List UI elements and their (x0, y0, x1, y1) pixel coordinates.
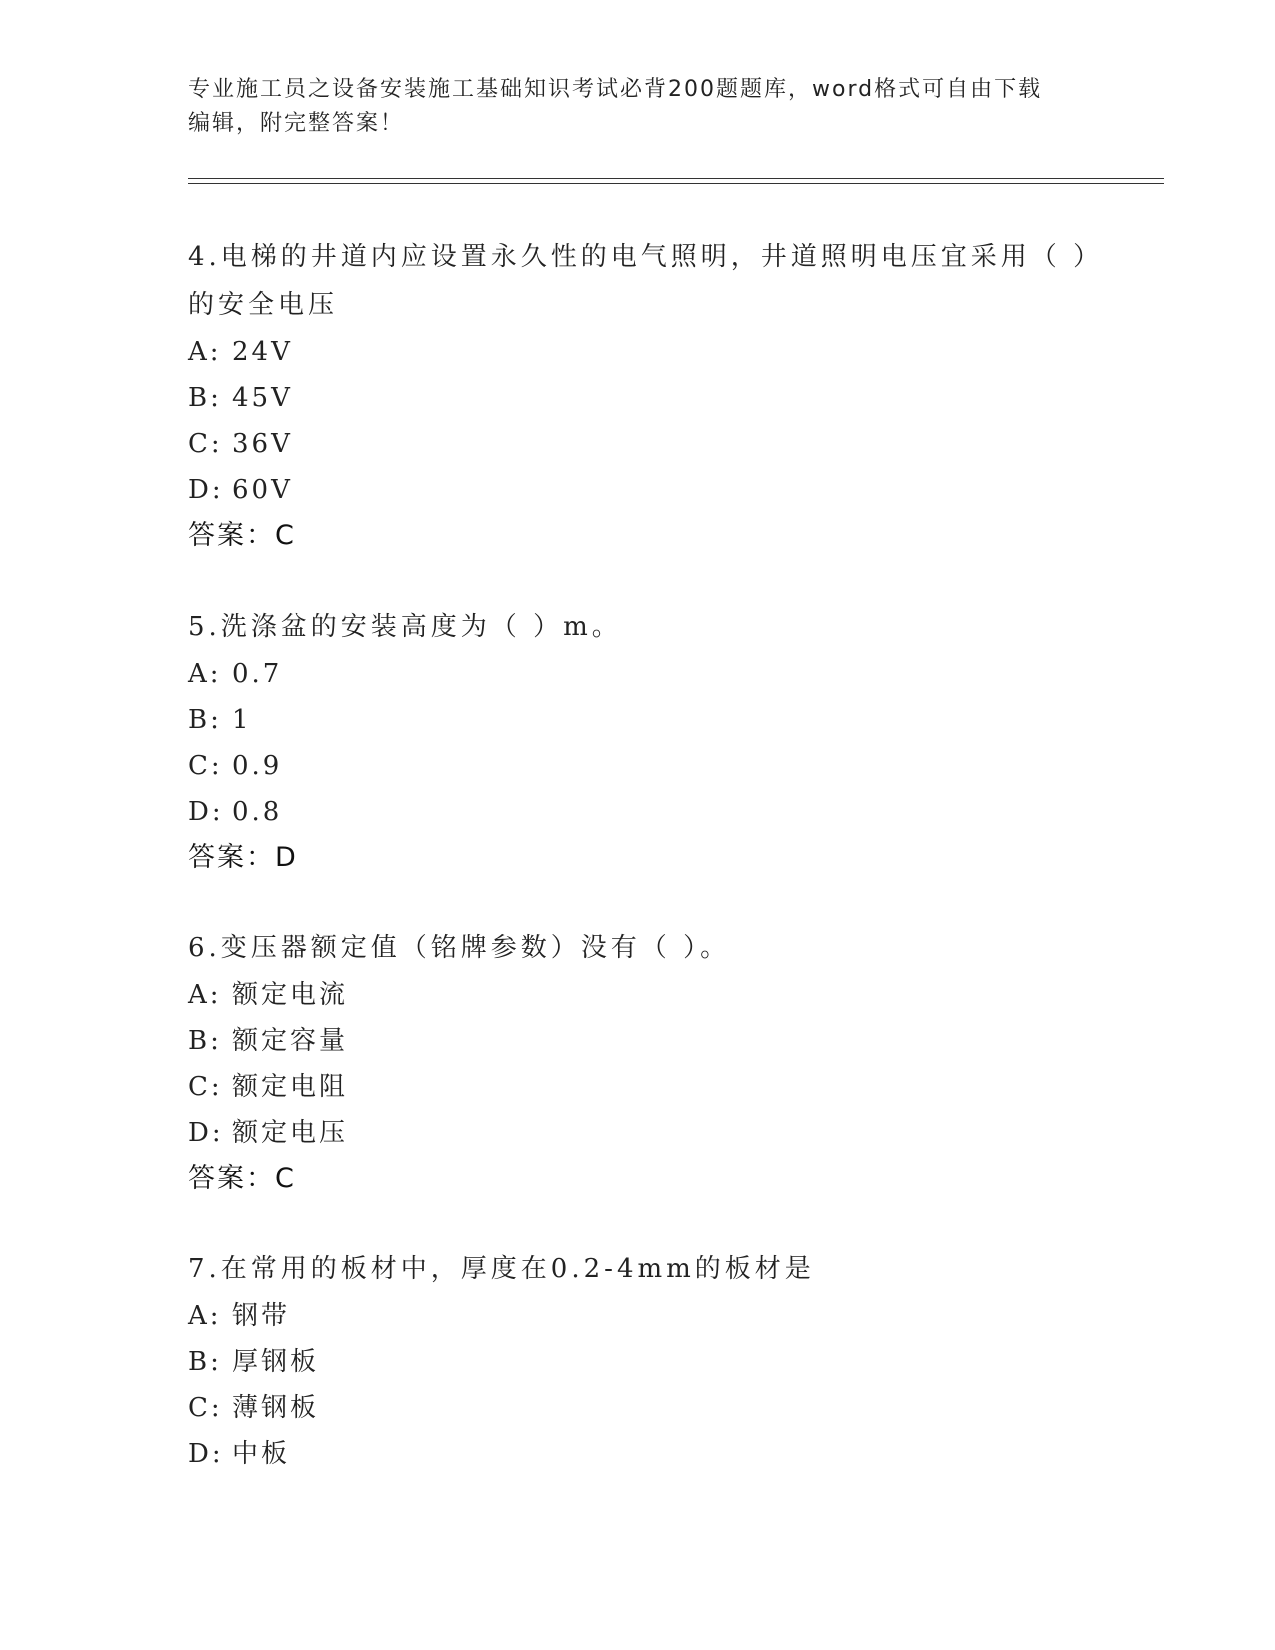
question-6 (188, 924, 1108, 1202)
option-text: 45V (232, 383, 293, 413)
option-letter: C: (188, 1072, 223, 1102)
option-letter: B: (188, 1347, 222, 1377)
option-letter: D: (188, 1118, 224, 1148)
header-divider-bottom (188, 183, 1164, 184)
header-divider-top (188, 178, 1164, 179)
option-c (188, 421, 1108, 467)
question-text-line-1: 5.洗涤盆的安装高度为（ ）m。 (188, 612, 622, 642)
option-d (188, 467, 1108, 513)
option-letter: B: (188, 1026, 222, 1056)
header-title-line-2: 编辑，附完整答案！ (188, 111, 405, 136)
option-b (188, 375, 1108, 421)
option-d (188, 789, 1108, 835)
option-a (188, 972, 1108, 1018)
option-letter: D: (188, 797, 224, 827)
option-letter: A: (188, 1301, 222, 1331)
question-7 (188, 1245, 1108, 1477)
option-text: 36V (232, 429, 293, 459)
option-a (188, 329, 1108, 375)
option-letter: D: (188, 1439, 224, 1469)
option-letter: C: (188, 429, 223, 459)
option-text: 额定容量 (232, 1026, 349, 1056)
option-letter: B: (188, 705, 222, 735)
option-c (188, 1385, 1108, 1431)
option-text: 额定电阻 (232, 1072, 349, 1102)
question-text-line-2: 的安全电压 (188, 290, 339, 320)
question-text-line-1: 6.变压器额定值（铭牌参数）没有（ ）。 (188, 933, 731, 963)
option-text: 1 (232, 705, 252, 735)
option-text: 薄钢板 (232, 1393, 320, 1423)
document-header (188, 73, 1088, 141)
option-text: 额定电流 (232, 980, 349, 1010)
option-text: 额定电压 (232, 1118, 349, 1148)
option-text: 24V (232, 337, 293, 367)
option-b (188, 1339, 1108, 1385)
option-text: 60V (232, 475, 293, 505)
option-letter: A: (188, 980, 222, 1010)
option-letter: C: (188, 1393, 223, 1423)
option-text: 钢带 (232, 1301, 291, 1331)
header-title-line-1: 专业施工员之设备安装施工基础知识考试必背200题题库，word格式可自由下载 (188, 77, 1043, 102)
option-letter: B: (188, 383, 222, 413)
option-text: 厚钢板 (232, 1347, 320, 1377)
option-letter: D: (188, 475, 224, 505)
option-letter: A: (188, 659, 222, 689)
question-text-line-1: 4.电梯的井道内应设置永久性的电气照明，井道照明电压宜采用（ ） (188, 242, 1104, 272)
option-d (188, 1110, 1108, 1156)
answer-label: 答案：C (188, 1163, 296, 1194)
answer-label: 答案：C (188, 520, 296, 551)
option-text: 0.8 (232, 797, 283, 827)
option-text: 0.7 (232, 659, 283, 689)
option-text: 0.9 (232, 751, 283, 781)
question-text-line-1: 7.在常用的板材中，厚度在0.2-4mm的板材是 (188, 1254, 815, 1284)
option-a (188, 651, 1108, 697)
option-text: 中板 (232, 1439, 291, 1469)
answer-label: 答案：D (188, 842, 298, 873)
option-letter: C: (188, 751, 223, 781)
option-c (188, 743, 1108, 789)
option-letter: A: (188, 337, 222, 367)
question-4 (188, 233, 1108, 559)
question-5 (188, 603, 1108, 881)
option-c (188, 1064, 1108, 1110)
option-b (188, 697, 1108, 743)
option-b (188, 1018, 1108, 1064)
option-d (188, 1431, 1108, 1477)
option-a (188, 1293, 1108, 1339)
